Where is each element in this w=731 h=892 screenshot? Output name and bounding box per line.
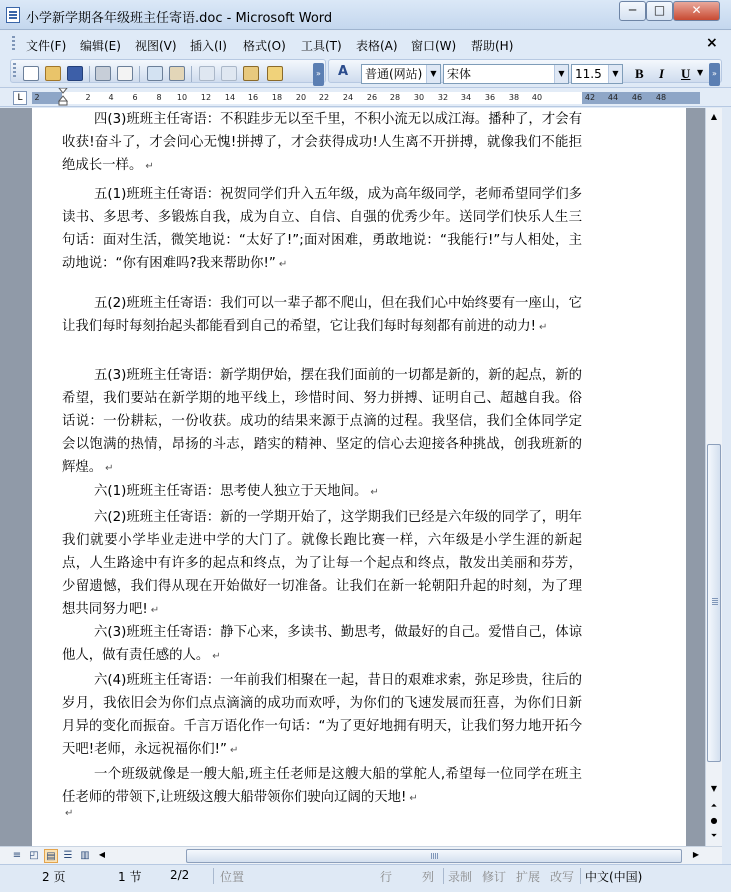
paragraph-mark-icon: ↵ — [65, 808, 74, 819]
chevron-down-icon[interactable]: ▼ — [554, 65, 568, 83]
ruler-tick: 20 — [295, 93, 307, 102]
document-close-icon[interactable]: × — [706, 35, 718, 51]
bold-button[interactable]: B — [635, 66, 644, 81]
paragraph-mark-icon: ↵ — [145, 161, 154, 172]
horizontal-scrollbar-area — [0, 846, 722, 864]
underline-chevron-icon[interactable]: ▼ — [697, 68, 704, 77]
minimize-button[interactable]: ─ — [619, 1, 646, 21]
standard-toolbar — [10, 59, 326, 83]
indent-marker-icon[interactable] — [58, 88, 68, 106]
next-page-icon[interactable]: ⏷ — [710, 831, 718, 840]
toolbar — [0, 57, 731, 85]
scroll-down-icon[interactable]: ▼ — [710, 784, 718, 793]
paragraph: 一个班级就像是一艘大船,班主任老师是这艘大船的掌舵人,希望每一位同学在班主任老师的带领下,让班级这艘大船带领你们驶向辽阔的天地! ↵ — [62, 767, 582, 805]
menu-insert[interactable]: 插入(I) — [190, 39, 227, 53]
chevron-down-icon[interactable]: ▼ — [426, 65, 440, 83]
font-select[interactable] — [443, 64, 569, 84]
print-layout-view-icon[interactable]: ▤ — [44, 849, 58, 863]
underline-button[interactable]: U — [681, 66, 691, 81]
horizontal-ruler[interactable] — [32, 92, 700, 104]
reading-layout-view-icon[interactable]: ▥ — [80, 850, 90, 861]
print-icon[interactable] — [95, 66, 111, 81]
status-column: 列 — [422, 870, 435, 884]
paragraph-mark-icon: ↵ — [370, 487, 379, 498]
status-page-of: 2/2 — [170, 868, 190, 882]
paste-icon[interactable] — [243, 66, 259, 81]
ruler-tick: 30 — [413, 93, 425, 102]
menu-help[interactable]: 帮助(H) — [471, 39, 514, 53]
status-line: 行 — [380, 870, 393, 884]
paragraph: 四(3)班班主任寄语：不积跬步无以至千里，不积小流无以成江海。播种了，才会有收获!奋斗了，才会问心无愧!拼搏了，才会获得成功!人生离不开拼搏，就像我们不能拒绝成长一样。 ↵ — [62, 112, 582, 173]
status-position: 位置 — [220, 870, 245, 884]
paragraph-mark-icon: ↵ — [150, 605, 160, 616]
outline-view-icon[interactable]: ☰ — [63, 850, 73, 861]
status-bar — [0, 864, 731, 892]
font-select-value: 宋体 — [447, 67, 472, 81]
research-icon[interactable] — [169, 66, 185, 81]
paragraph-mark-icon: ↵ — [409, 793, 418, 804]
toolbar-options-icon[interactable]: » — [313, 63, 324, 86]
paragraph-mark-icon: ↵ — [212, 651, 221, 662]
maximize-button[interactable]: □ — [646, 1, 673, 21]
toolbar-separator — [89, 66, 90, 82]
paragraph: 六(1)班班主任寄语：思考使人独立于天地间。 ↵ — [94, 484, 379, 499]
paragraph: 六(3)班班主任寄语：静下心来，多读书、勤思考，做最好的自己。爱惜自己，体谅他人，做有责任感的人。 ↵ — [62, 625, 582, 663]
scroll-left-icon[interactable]: ◀ — [98, 850, 106, 859]
print-preview-icon[interactable] — [117, 66, 133, 81]
ruler-tick: 42 — [584, 93, 596, 102]
scroll-grip-icon — [712, 598, 718, 606]
scroll-grip-icon — [431, 853, 439, 859]
ruler-tick: 8 — [156, 93, 162, 102]
paragraph: 五(3)班班主任寄语：新学期伊始，摆在我们面前的一切都是新的，新的起点，新的希望，我们要站在新学期的地平线上，珍惜时间、努力拼搏、证明自己、超越自我。俗话说：一份耕耘，一份收获。成功的结果来源于点滴的过程。我坚信，我们全体同学定会以饱满的热情，昂扬的斗志，踏实的精神、坚定的信心去迎接各种挑战，创我班新的辉煌。 ↵ — [62, 368, 582, 475]
ruler-tick: 2 — [34, 93, 40, 102]
scroll-up-icon[interactable]: ▲ — [710, 112, 718, 121]
menu-grip-icon[interactable] — [12, 36, 15, 52]
paragraph-mark-icon: ↵ — [105, 463, 114, 474]
title-bar — [0, 0, 731, 30]
ruler-tick: 48 — [655, 93, 667, 102]
horizontal-scroll-thumb[interactable] — [186, 849, 682, 863]
web-layout-view-icon[interactable]: ◰ — [29, 850, 39, 861]
paragraph: 六(4)班班主任寄语：一年前我们相聚在一起，昔日的艰难求索，弥足珍贵，往后的岁月，我依旧会为你们点点滴滴的成功而欢呼，为你们的飞速发展而狂喜，为你们日新月异的变化而振奋。千言万语化作一句话：“为了更好地拥有明天，让我们努力地开拓今天吧!老师，永远祝福你们!” ↵ — [62, 673, 582, 757]
paragraph-mark-icon: ↵ — [229, 745, 239, 756]
ruler-tick: 24 — [342, 93, 354, 102]
ruler-tick: 40 — [531, 93, 543, 102]
menu-format[interactable]: 格式(O) — [243, 39, 286, 53]
previous-page-icon[interactable]: ⏶ — [710, 801, 718, 810]
ruler-tick: 12 — [200, 93, 212, 102]
close-button[interactable]: ✕ — [673, 1, 720, 21]
ruler-tick: 16 — [247, 93, 259, 102]
new-document-icon[interactable] — [23, 66, 39, 81]
status-track-changes[interactable]: 修订 — [482, 870, 507, 884]
ruler-tick: 32 — [437, 93, 449, 102]
toolbar-separator — [139, 66, 140, 82]
status-overtype[interactable]: 改写 — [550, 870, 575, 884]
formatting-toolbar — [328, 59, 722, 83]
styles-formatting-icon[interactable]: A — [337, 64, 349, 79]
status-separator — [580, 868, 581, 884]
status-extend[interactable]: 扩展 — [516, 870, 541, 884]
scroll-right-icon[interactable]: ▶ — [692, 850, 700, 859]
ruler-tick: 26 — [366, 93, 378, 102]
spelling-check-icon[interactable] — [147, 66, 163, 81]
select-browse-object-icon[interactable]: ● — [710, 816, 718, 825]
font-size-select[interactable] — [571, 64, 623, 84]
menu-bar — [0, 31, 731, 57]
paragraph: 五(2)班班主任寄语：我们可以一辈子都不爬山，但在我们心中始终要有一座山，它让我们每时每刻抬起头都能看到自己的希望，它让我们每时每刻都有前进的动力! ↵ — [62, 296, 582, 334]
ruler-tick: 4 — [108, 93, 114, 102]
chevron-down-icon[interactable]: ▼ — [608, 65, 622, 83]
ruler-tick: 44 — [607, 93, 619, 102]
ruler-area — [0, 87, 731, 107]
italic-button[interactable]: I — [659, 66, 665, 81]
ruler-tick: 18 — [271, 93, 283, 102]
ruler-tick: 36 — [484, 93, 496, 102]
ruler-tick: 28 — [389, 93, 401, 102]
format-painter-icon[interactable] — [267, 66, 283, 81]
ruler-tick: 34 — [460, 93, 472, 102]
style-select-value: 普通(网站) — [365, 67, 423, 81]
menu-table[interactable]: 表格(A) — [356, 39, 398, 53]
font-size-value: 11.5 — [575, 67, 602, 81]
normal-view-icon[interactable]: ≡ — [12, 850, 22, 861]
menu-window[interactable]: 窗口(W) — [411, 39, 457, 53]
status-language[interactable]: 中文(中国) — [585, 870, 643, 884]
ruler-tick: 46 — [631, 93, 643, 102]
word-document-icon — [6, 7, 20, 23]
paragraph: 五(1)班班主任寄语：祝贺同学们升入五年级，成为高年级同学，老师希望同学们多读书、多思考、多锻炼自我，成为自立、自信、自强的优秀少年。送同学们快乐人生三句话：面对生活，微笑地说：“太好了!”;面对困难，勇敢地说：“我能行!”与人相处，主动地说：“你有困难吗?我来帮助你!” ↵ — [62, 187, 582, 271]
ruler-tick: 10 — [176, 93, 188, 102]
cut-icon[interactable] — [199, 66, 215, 81]
status-separator — [443, 868, 444, 884]
toolbar-grip-icon[interactable] — [13, 63, 16, 79]
toolbar-options-icon[interactable]: » — [709, 63, 720, 86]
menu-file[interactable]: 文件(F) — [26, 39, 67, 53]
vertical-scroll-thumb[interactable] — [707, 444, 721, 762]
ruler-tick: 14 — [224, 93, 236, 102]
status-section: 1 节 — [118, 870, 142, 884]
status-record[interactable]: 录制 — [448, 870, 473, 884]
menu-edit[interactable]: 编辑(E) — [80, 39, 121, 53]
ruler-tick: 6 — [132, 93, 138, 102]
document-page[interactable] — [32, 108, 686, 846]
ruler-tick: 22 — [318, 93, 330, 102]
ruler-tick: 38 — [508, 93, 520, 102]
menu-view[interactable]: 视图(V) — [135, 39, 177, 53]
status-page: 2 页 — [42, 870, 66, 884]
tab-stop-selector[interactable]: L — [13, 91, 27, 105]
open-folder-icon[interactable] — [45, 66, 61, 81]
paragraph-mark-icon: ↵ — [278, 259, 288, 270]
save-icon[interactable] — [67, 66, 83, 81]
window-title: 小学新学期各年级班主任寄语.doc - Microsoft Word — [26, 11, 333, 26]
toolbar-separator — [191, 66, 192, 82]
style-select[interactable] — [361, 64, 441, 84]
copy-icon[interactable] — [221, 66, 237, 81]
menu-tools[interactable]: 工具(T) — [301, 39, 342, 53]
paragraph-mark-icon: ↵ — [539, 322, 548, 333]
ruler-tick: 2 — [85, 93, 91, 102]
status-separator — [213, 868, 214, 884]
vertical-scrollbar[interactable] — [705, 108, 722, 846]
paragraph: 六(2)班班主任寄语：新的一学期开始了，这学期我们已经是六年级的同学了，明年我们就要小学毕业走进中学的大门了。就像长跑比赛一样，六年级是小学生涯的新起点，人生路途中有许多的起点和终点，为了让每一个起点和终点，散发出美丽和芬芳，少留遗憾，我们得从现在开始做好一切准备。让我们在新一轮朝阳升起的时刻，为了理想共同努力吧! ↵ — [62, 510, 582, 617]
